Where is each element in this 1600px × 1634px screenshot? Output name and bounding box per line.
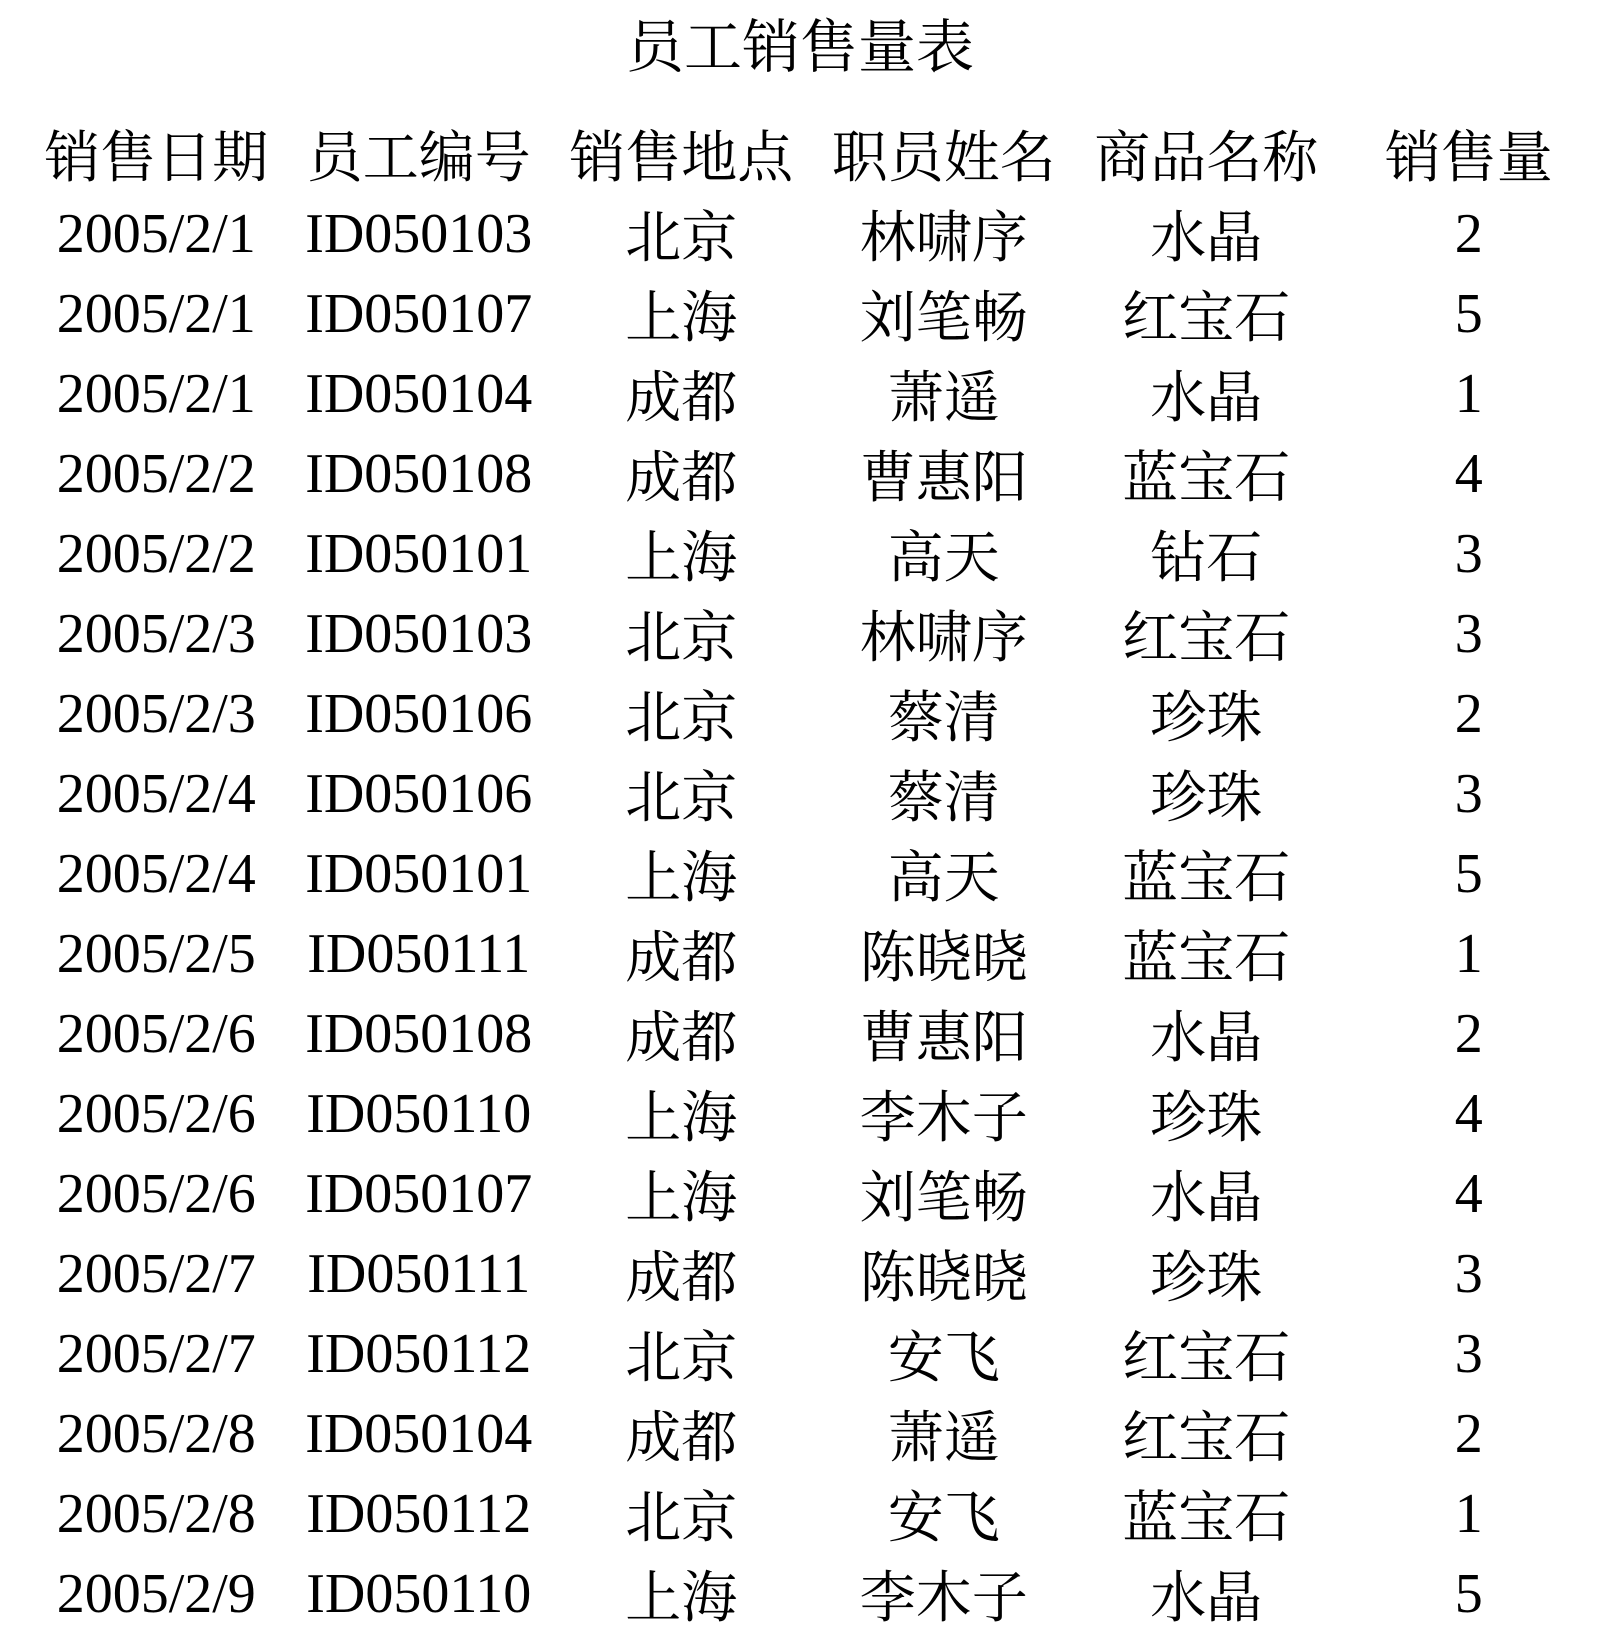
cell-employee-name: 高天 <box>813 834 1076 914</box>
cell-product-name: 珍珠 <box>1075 674 1338 754</box>
cell-product-name: 蓝宝石 <box>1075 434 1338 514</box>
cell-sales-volume: 3 <box>1338 594 1600 674</box>
cell-employee-name: 曹惠阳 <box>813 434 1076 514</box>
cell-sale-date: 2005/2/4 <box>25 754 288 834</box>
cell-sale-location: 北京 <box>550 674 813 754</box>
cell-sales-volume: 2 <box>1338 194 1600 274</box>
table-row <box>25 1314 1600 1394</box>
cell-sale-location: 成都 <box>550 434 813 514</box>
cell-employee-id: ID050111 <box>288 1234 551 1314</box>
cell-employee-id: ID050103 <box>288 194 551 274</box>
col-header-product-name: 商品名称 <box>1075 114 1338 194</box>
table-body <box>25 194 1600 1634</box>
cell-product-name: 水晶 <box>1075 354 1338 434</box>
cell-employee-name: 安飞 <box>813 1314 1076 1394</box>
cell-employee-id: ID050108 <box>288 994 551 1074</box>
cell-employee-id: ID050110 <box>288 1074 551 1154</box>
table-row <box>25 434 1600 514</box>
cell-sale-location: 上海 <box>550 834 813 914</box>
table-row <box>25 914 1600 994</box>
table-row <box>25 514 1600 594</box>
table-row <box>25 674 1600 754</box>
cell-sales-volume: 5 <box>1338 834 1600 914</box>
table-row <box>25 754 1600 834</box>
cell-employee-id: ID050107 <box>288 1154 551 1234</box>
cell-sale-location: 成都 <box>550 994 813 1074</box>
col-header-employee-name: 职员姓名 <box>813 114 1076 194</box>
col-header-sales-volume: 销售量 <box>1338 114 1600 194</box>
cell-sale-date: 2005/2/6 <box>25 1154 288 1234</box>
employee-sales-table <box>25 114 1600 1634</box>
cell-sale-location: 上海 <box>550 1154 813 1234</box>
table-row <box>25 1474 1600 1554</box>
cell-product-name: 水晶 <box>1075 194 1338 274</box>
table-row <box>25 594 1600 674</box>
cell-sales-volume: 5 <box>1338 1554 1600 1634</box>
cell-employee-name: 陈晓晓 <box>813 914 1076 994</box>
cell-employee-name: 高天 <box>813 514 1076 594</box>
cell-sale-date: 2005/2/7 <box>25 1314 288 1394</box>
cell-employee-id: ID050104 <box>288 354 551 434</box>
cell-sale-location: 上海 <box>550 1554 813 1634</box>
cell-employee-id: ID050101 <box>288 514 551 594</box>
cell-sale-location: 北京 <box>550 1474 813 1554</box>
cell-sale-date: 2005/2/1 <box>25 274 288 354</box>
cell-employee-id: ID050108 <box>288 434 551 514</box>
cell-sales-volume: 2 <box>1338 994 1600 1074</box>
cell-employee-id: ID050103 <box>288 594 551 674</box>
col-header-sale-date: 销售日期 <box>25 114 288 194</box>
cell-sales-volume: 1 <box>1338 914 1600 994</box>
cell-sale-date: 2005/2/9 <box>25 1554 288 1634</box>
table-row <box>25 834 1600 914</box>
cell-sale-date: 2005/2/6 <box>25 1074 288 1154</box>
cell-employee-name: 陈晓晓 <box>813 1234 1076 1314</box>
cell-employee-name: 李木子 <box>813 1554 1076 1634</box>
table-row <box>25 354 1600 434</box>
cell-sale-date: 2005/2/3 <box>25 674 288 754</box>
cell-sale-location: 北京 <box>550 194 813 274</box>
table-row <box>25 1074 1600 1154</box>
cell-sale-location: 成都 <box>550 1234 813 1314</box>
cell-product-name: 蓝宝石 <box>1075 1474 1338 1554</box>
cell-sale-location: 成都 <box>550 1394 813 1474</box>
cell-sale-location: 成都 <box>550 354 813 434</box>
cell-sale-location: 上海 <box>550 514 813 594</box>
table-row <box>25 1154 1600 1234</box>
cell-employee-id: ID050101 <box>288 834 551 914</box>
table-row <box>25 194 1600 274</box>
cell-product-name: 蓝宝石 <box>1075 834 1338 914</box>
cell-sale-location: 上海 <box>550 1074 813 1154</box>
table-header-row <box>25 114 1600 194</box>
cell-product-name: 珍珠 <box>1075 754 1338 834</box>
cell-employee-name: 蔡清 <box>813 754 1076 834</box>
cell-product-name: 水晶 <box>1075 994 1338 1074</box>
cell-sale-date: 2005/2/5 <box>25 914 288 994</box>
cell-sales-volume: 3 <box>1338 1234 1600 1314</box>
cell-sales-volume: 4 <box>1338 434 1600 514</box>
cell-sale-location: 北京 <box>550 594 813 674</box>
cell-sale-date: 2005/2/3 <box>25 594 288 674</box>
cell-employee-name: 萧遥 <box>813 1394 1076 1474</box>
cell-sale-date: 2005/2/1 <box>25 194 288 274</box>
cell-sale-location: 上海 <box>550 274 813 354</box>
cell-employee-name: 林啸序 <box>813 594 1076 674</box>
table-row <box>25 994 1600 1074</box>
cell-sale-location: 北京 <box>550 1314 813 1394</box>
cell-product-name: 珍珠 <box>1075 1074 1338 1154</box>
cell-employee-name: 曹惠阳 <box>813 994 1076 1074</box>
col-header-employee-id: 员工编号 <box>288 114 551 194</box>
cell-employee-id: ID050110 <box>288 1554 551 1634</box>
cell-product-name: 红宝石 <box>1075 274 1338 354</box>
cell-product-name: 红宝石 <box>1075 594 1338 674</box>
cell-sale-date: 2005/2/8 <box>25 1394 288 1474</box>
cell-sale-date: 2005/2/8 <box>25 1474 288 1554</box>
cell-product-name: 水晶 <box>1075 1154 1338 1234</box>
cell-sale-date: 2005/2/1 <box>25 354 288 434</box>
cell-employee-name: 安飞 <box>813 1474 1076 1554</box>
cell-sales-volume: 1 <box>1338 1474 1600 1554</box>
cell-sales-volume: 5 <box>1338 274 1600 354</box>
cell-employee-id: ID050106 <box>288 754 551 834</box>
cell-employee-name: 刘笔畅 <box>813 274 1076 354</box>
cell-sale-date: 2005/2/7 <box>25 1234 288 1314</box>
cell-sales-volume: 2 <box>1338 674 1600 754</box>
cell-employee-name: 李木子 <box>813 1074 1076 1154</box>
cell-product-name: 水晶 <box>1075 1554 1338 1634</box>
cell-employee-id: ID050112 <box>288 1314 551 1394</box>
table-row <box>25 1234 1600 1314</box>
cell-sale-location: 成都 <box>550 914 813 994</box>
cell-sale-date: 2005/2/4 <box>25 834 288 914</box>
cell-employee-name: 萧遥 <box>813 354 1076 434</box>
cell-product-name: 红宝石 <box>1075 1394 1338 1474</box>
cell-sales-volume: 1 <box>1338 354 1600 434</box>
cell-employee-id: ID050107 <box>288 274 551 354</box>
cell-employee-name: 林啸序 <box>813 194 1076 274</box>
cell-sales-volume: 4 <box>1338 1154 1600 1234</box>
table-row <box>25 274 1600 354</box>
cell-sale-date: 2005/2/2 <box>25 434 288 514</box>
cell-sales-volume: 2 <box>1338 1394 1600 1474</box>
cell-sales-volume: 3 <box>1338 754 1600 834</box>
cell-product-name: 红宝石 <box>1075 1314 1338 1394</box>
cell-employee-id: ID050111 <box>288 914 551 994</box>
cell-employee-id: ID050104 <box>288 1394 551 1474</box>
page-title: 员工销售量表 <box>0 0 1600 84</box>
cell-employee-id: ID050106 <box>288 674 551 754</box>
cell-product-name: 珍珠 <box>1075 1234 1338 1314</box>
cell-employee-name: 刘笔畅 <box>813 1154 1076 1234</box>
table-row <box>25 1394 1600 1474</box>
cell-sales-volume: 4 <box>1338 1074 1600 1154</box>
cell-product-name: 蓝宝石 <box>1075 914 1338 994</box>
cell-product-name: 钻石 <box>1075 514 1338 594</box>
cell-employee-name: 蔡清 <box>813 674 1076 754</box>
cell-sales-volume: 3 <box>1338 514 1600 594</box>
cell-employee-id: ID050112 <box>288 1474 551 1554</box>
cell-sale-date: 2005/2/6 <box>25 994 288 1074</box>
table-row <box>25 1554 1600 1634</box>
cell-sales-volume: 3 <box>1338 1314 1600 1394</box>
col-header-sale-location: 销售地点 <box>550 114 813 194</box>
cell-sale-location: 北京 <box>550 754 813 834</box>
cell-sale-date: 2005/2/2 <box>25 514 288 594</box>
